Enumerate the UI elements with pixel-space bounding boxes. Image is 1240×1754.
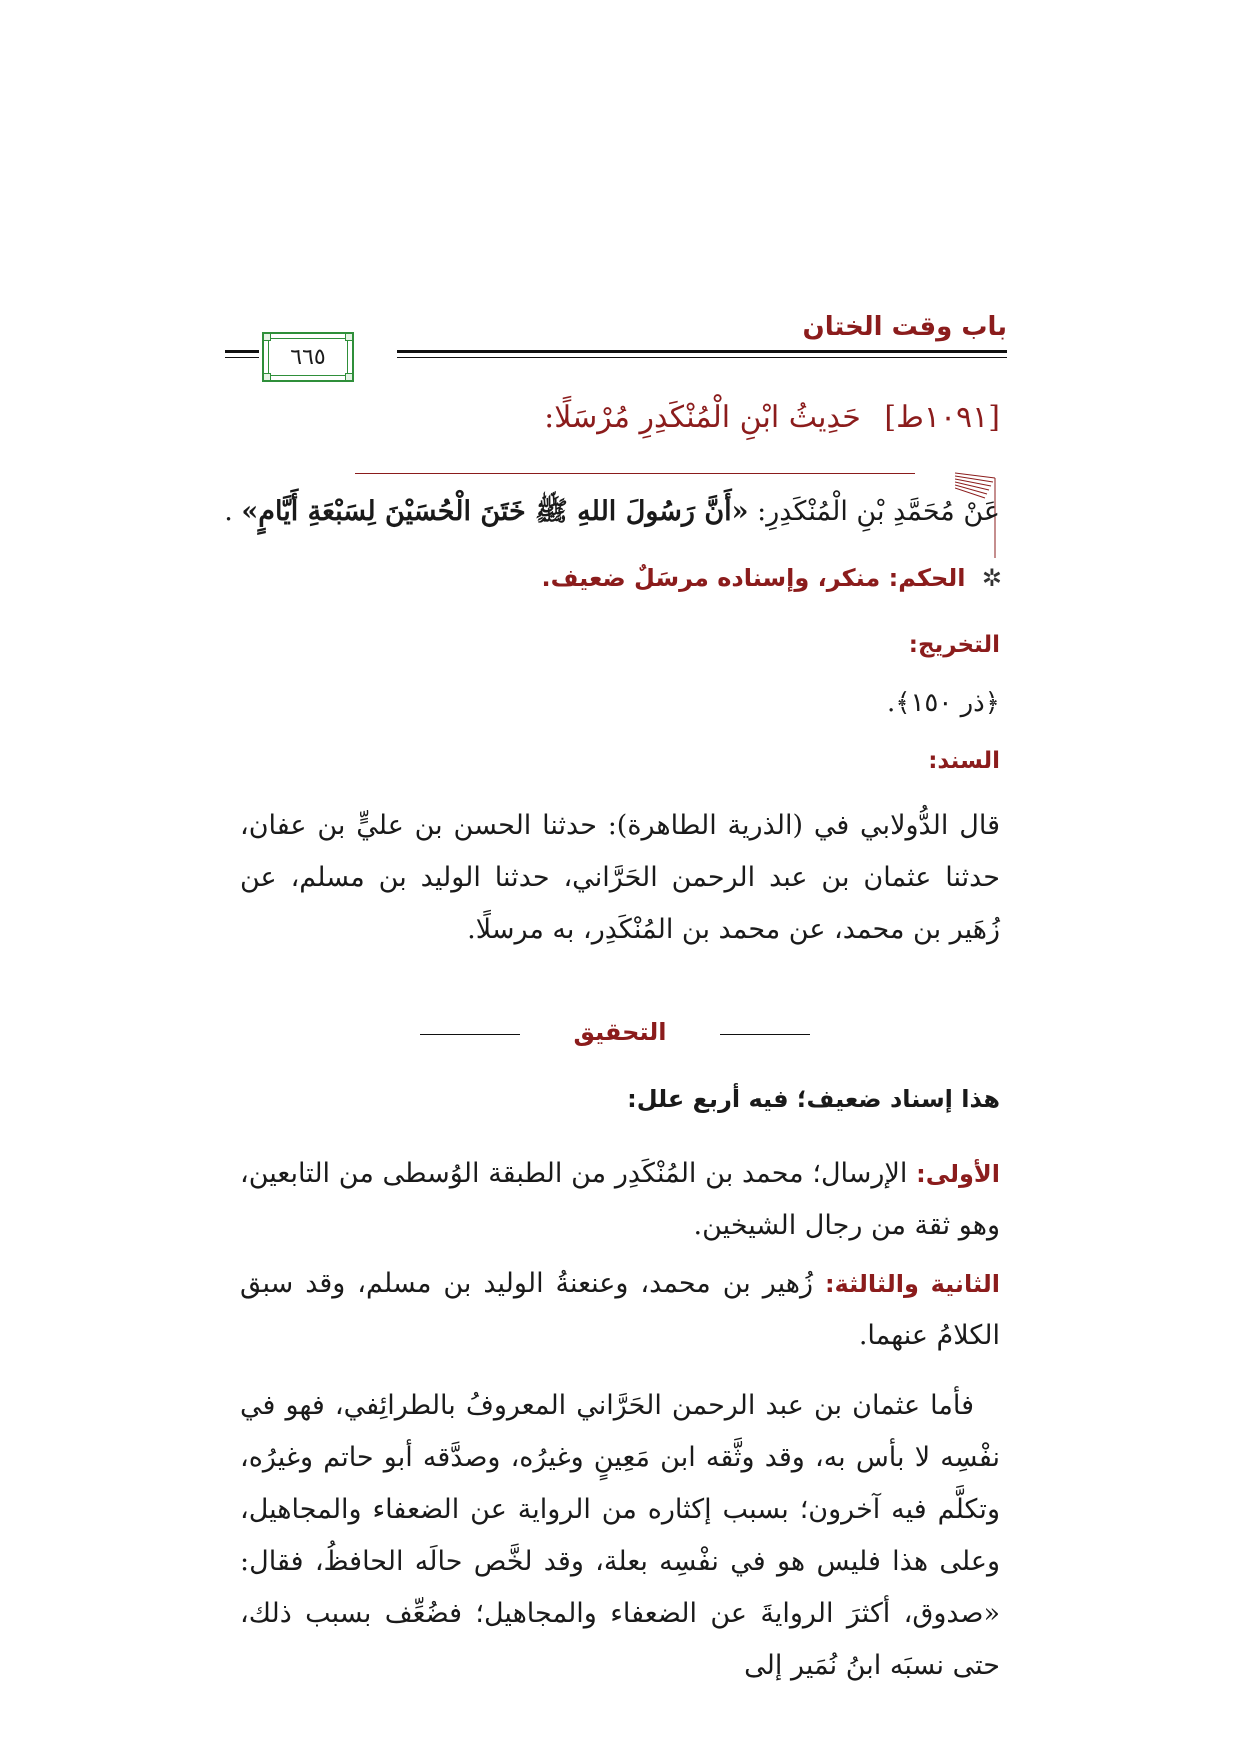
- takhrij-label: التخريج:: [908, 632, 1000, 658]
- first-defect-text: الإرسال؛ محمد بن المُنْكَدِر من الطبقة الوُسطى من التابعين، وهو ثقة من رجال الشيخين.: [240, 1158, 1000, 1241]
- second-defect-text: زُهير بن محمد، وعنعنةُ الوليد بن مسلم، وقد سبق الكلامُ عنهما.: [240, 1268, 1000, 1351]
- matn-suffix: .: [224, 496, 233, 527]
- tahqiq-title: التحقيق: [520, 1018, 720, 1046]
- ornament-corner-icon: [345, 333, 353, 341]
- first-defect-label: الأولى:: [916, 1160, 1000, 1188]
- ornament-corner-icon: [263, 333, 271, 341]
- running-title: باب وقت الختان: [802, 312, 1007, 342]
- header-rule-right: [397, 350, 1007, 353]
- matn-quote: «أَنَّ رَسُولَ اللهِ ﷺ خَتَنَ الْحُسَيْنَ لِسَبْعَةِ أَيَّامٍ»: [241, 496, 749, 527]
- ornament-corner-icon: [345, 373, 353, 381]
- takhrij-value: ﴿ذر ١٥٠﴾.: [886, 688, 1000, 718]
- ornament-corner-icon: [263, 373, 271, 381]
- verdict-text: الحكم: منكر، وإسناده مرسَلٌ ضعيف.: [541, 564, 966, 592]
- hadith-number: [١٠٩١ط]: [884, 400, 1000, 435]
- divider-line-right: [720, 1034, 810, 1035]
- header-rule-right-thin: [397, 357, 1007, 358]
- sanad-paragraph: قال الدُّولابي في (الذرية الطاهرة): حدثنا الحسن بن عليٍّ بن عفان، حدثنا عثمان بن عبد الرحمن الحَرَّاني، حدثنا الوليد بن مسلم، عن زُهَير بن محمد، عن محمد بن المُنْكَدِر، به مرسلًا.: [240, 810, 1000, 945]
- rosette-icon: ✲: [981, 564, 1002, 592]
- matn-prefix: عَنْ مُحَمَّدِ بْنِ الْمُنْكَدِرِ:: [757, 496, 1000, 527]
- tahqiq-divider: [0, 1015, 1240, 1055]
- second-defect-paragraph: [240, 1258, 1000, 1362]
- hadith-title: حَدِيثُ ابْنِ الْمُنْكَدِرِ مُرْسَلًا:: [544, 400, 861, 435]
- header-rule-left-thin: [225, 357, 259, 358]
- second-defect-label: الثانية والثالثة:: [824, 1270, 1000, 1298]
- hadith-matn: [224, 494, 1000, 534]
- header-rule-left: [225, 350, 259, 353]
- sanad-label: السند:: [928, 748, 1000, 774]
- first-defect-paragraph: [240, 1148, 1000, 1252]
- heading-underline: [355, 473, 915, 474]
- page-number-frame: [262, 332, 354, 382]
- verdict: [541, 564, 1002, 592]
- narrator-discussion-paragraph: فأما عثمان بن عبد الرحمن الحَرَّاني المعروفُ بالطرائِفي، فهو في نفْسِه لا بأس به، وقد وثَّقه ابن مَعِينٍ وغيرُه، وصدَّقه أبو حاتم وغيرُه، وتكلَّم فيه آخرون؛ بسبب إكثاره من الرواية عن الضعفاء والمجاهيل، وعلى هذا فليس هو في نفْسِه بعلة، وقد لخَّص حالَه الحافظُ، فقال: «صدوق، أكثرَ الروايةَ عن الضعفاء والمجاهيل؛ فضُعِّف بسبب ذلك، حتى نسبَه ابنُ نُمَير إلى: [240, 1390, 1000, 1681]
- page-number: ٦٦٥: [290, 344, 326, 370]
- tahqiq-intro: هذا إسناد ضعيف؛ فيه أربع علل:: [627, 1085, 1000, 1113]
- hadith-heading: [544, 400, 1000, 435]
